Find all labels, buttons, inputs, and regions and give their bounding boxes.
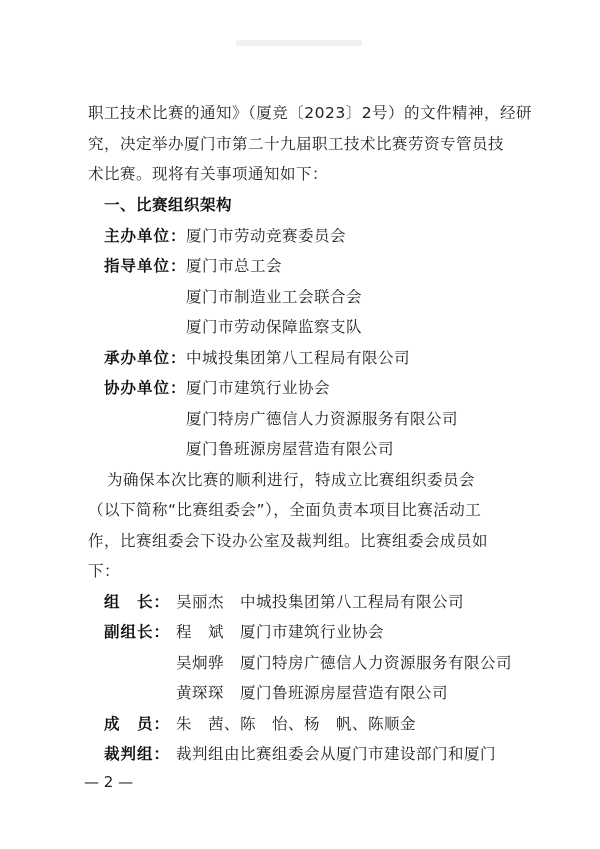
paragraph-line: 职工技术比赛的通知》（厦竞〔2023〕2号）的文件精神，经研 [88,104,533,122]
section-heading: 一、比赛组织架构 [104,196,233,214]
guide-label: 指导单位： [104,257,187,275]
guide-value: 厦门市制造业工会联合会 [186,288,363,306]
paragraph-line: 术比赛。现将有关事项通知如下： [88,165,329,183]
judge-value: 裁判组由比赛组委会从厦门市建设部门和厦门 [176,745,497,763]
guide-value: 厦门市总工会 [186,257,283,275]
member-value: 朱 茜、陈 怡、杨 帆、陈顺金 [176,715,417,733]
co-organizer-label: 协办单位： [104,379,187,397]
deputy-label: 副组长： [104,623,171,641]
co-organizer-value: 厦门鲁班源房屋营造有限公司 [186,440,395,458]
paragraph-line: 究，决定举办厦门市第二十九届职工技术比赛劳资专管员技 [88,135,505,153]
host-label: 主办单位： [104,227,187,245]
deputy-value: 吴炯骅 厦门特房广德信人力资源服务有限公司 [176,654,513,672]
guide-value: 厦门市劳动保障监察支队 [186,318,363,336]
paragraph-line: 作，比赛组委会下设办公室及裁判组。比赛组委会成员如 [88,532,489,550]
leader-label: 组 长： [104,593,171,611]
paragraph-line: 下： [88,562,121,580]
host-value: 厦门市劳动竞赛委员会 [186,227,347,245]
bleed-through-mark [236,40,362,46]
deputy-value: 黄琛琛 厦门鲁班源房屋营造有限公司 [176,684,449,702]
organizer-label: 承办单位： [104,349,187,367]
paragraph-line: 为确保本次比赛的顺利进行，特成立比赛组织委员会 [107,471,476,489]
co-organizer-value: 厦门市建筑行业协会 [186,379,331,397]
deputy-value: 程 斌 厦门市建筑行业协会 [176,623,385,641]
leader-value: 吴丽杰 中城投集团第八工程局有限公司 [176,593,465,611]
paragraph-line: （以下简称“比赛组委会”），全面负责本项目比赛活动工 [88,501,482,519]
member-label: 成 员： [104,715,171,733]
organizer-value: 中城投集团第八工程局有限公司 [186,349,411,367]
judge-label: 裁判组： [104,745,171,763]
page-number: — 2 — [84,773,134,791]
co-organizer-value: 厦门特房广德信人力资源服务有限公司 [186,410,459,428]
